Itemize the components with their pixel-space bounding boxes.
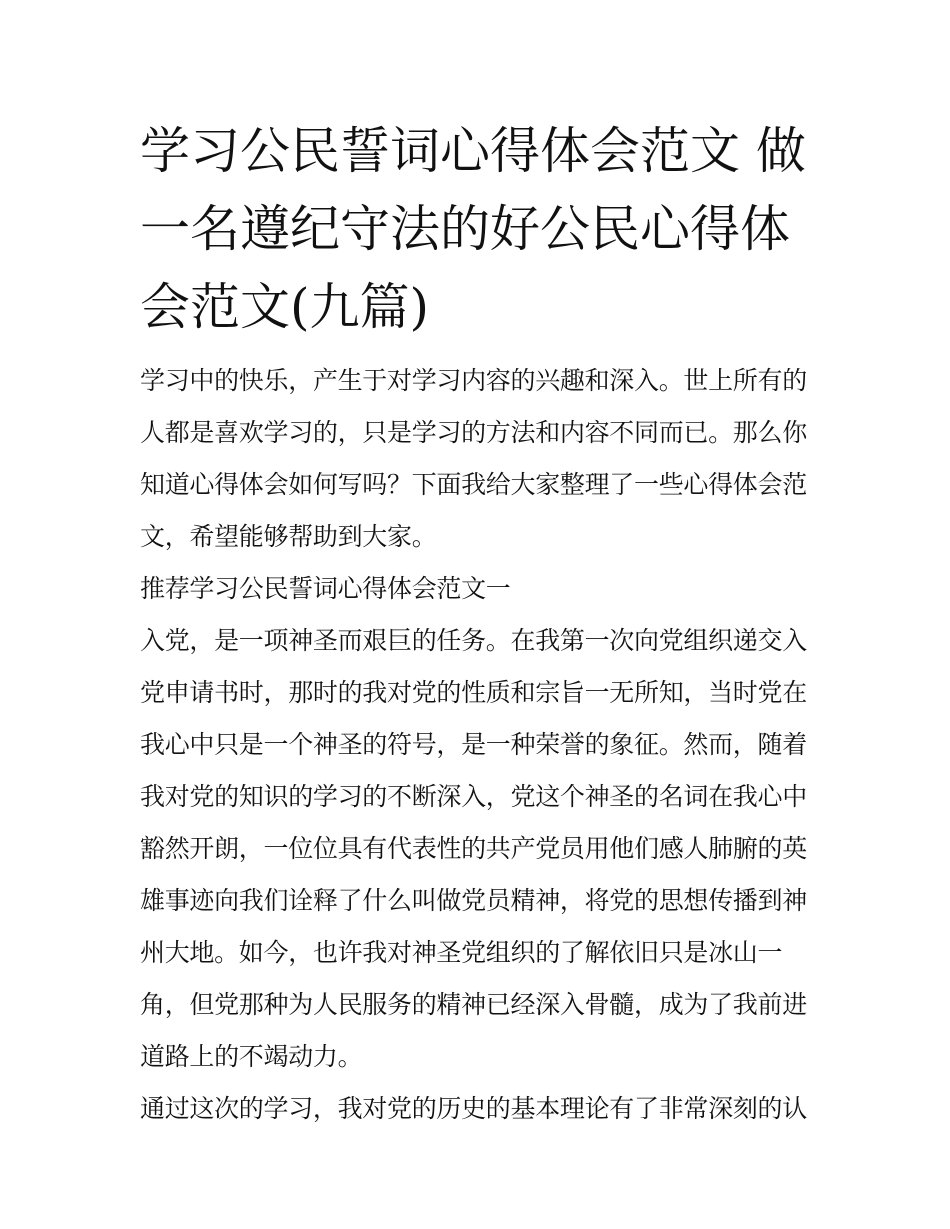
text-line: 角，但党那种为人民服务的精神已经深入骨髓，成为了我前进	[140, 990, 807, 1019]
text-line: 道路上的不竭动力。	[140, 1042, 363, 1071]
text-line: 党申请书时，那时的我对党的性质和宗旨一无所知，当时党在	[140, 678, 807, 707]
body-paragraph	[140, 615, 820, 1083]
text-line: 我心中只是一个神圣的符号，是一种荣誉的象征。然而，随着	[140, 730, 807, 759]
text-line: 雄事迹向我们诠释了什么叫做党员精神，将党的思想传播到神	[140, 886, 807, 915]
text-line: 知道心得体会如何写吗？下面我给大家整理了一些心得体会范	[140, 470, 807, 499]
text-line: 我对党的知识的学习的不断深入，党这个神圣的名词在我心中	[140, 782, 807, 811]
text-line: 学习中的快乐，产生于对学习内容的兴趣和深入。世上所有的	[140, 366, 807, 395]
intro-paragraph	[140, 355, 820, 563]
section-heading	[140, 563, 820, 615]
text-line: 入党，是一项神圣而艰巨的任务。在我第一次向党组织递交入	[140, 626, 807, 655]
section-heading-text: 推荐学习公民誓词心得体会范文一	[140, 574, 511, 603]
document-body	[140, 355, 820, 1135]
text-line: 人都是喜欢学习的，只是学习的方法和内容不同而已。那么你	[140, 418, 807, 447]
body-paragraph	[140, 1083, 820, 1135]
title-line: 会范文(九篇)	[140, 278, 430, 336]
text-line: 州大地。如今，也许我对神圣党组织的了解依旧只是冰山一	[140, 938, 783, 967]
document-title	[140, 112, 812, 346]
text-line: 通过这次的学习，我对党的历史的基本理论有了非常深刻的认	[140, 1094, 807, 1123]
text-line: 豁然开朗，一位位具有代表性的共产党员用他们感人肺腑的英	[140, 834, 807, 863]
text-line: 文，希望能够帮助到大家。	[140, 522, 437, 551]
title-line: 学习公民誓词心得体会范文 做	[140, 122, 806, 180]
title-line: 一名遵纪守法的好公民心得体	[140, 200, 790, 258]
